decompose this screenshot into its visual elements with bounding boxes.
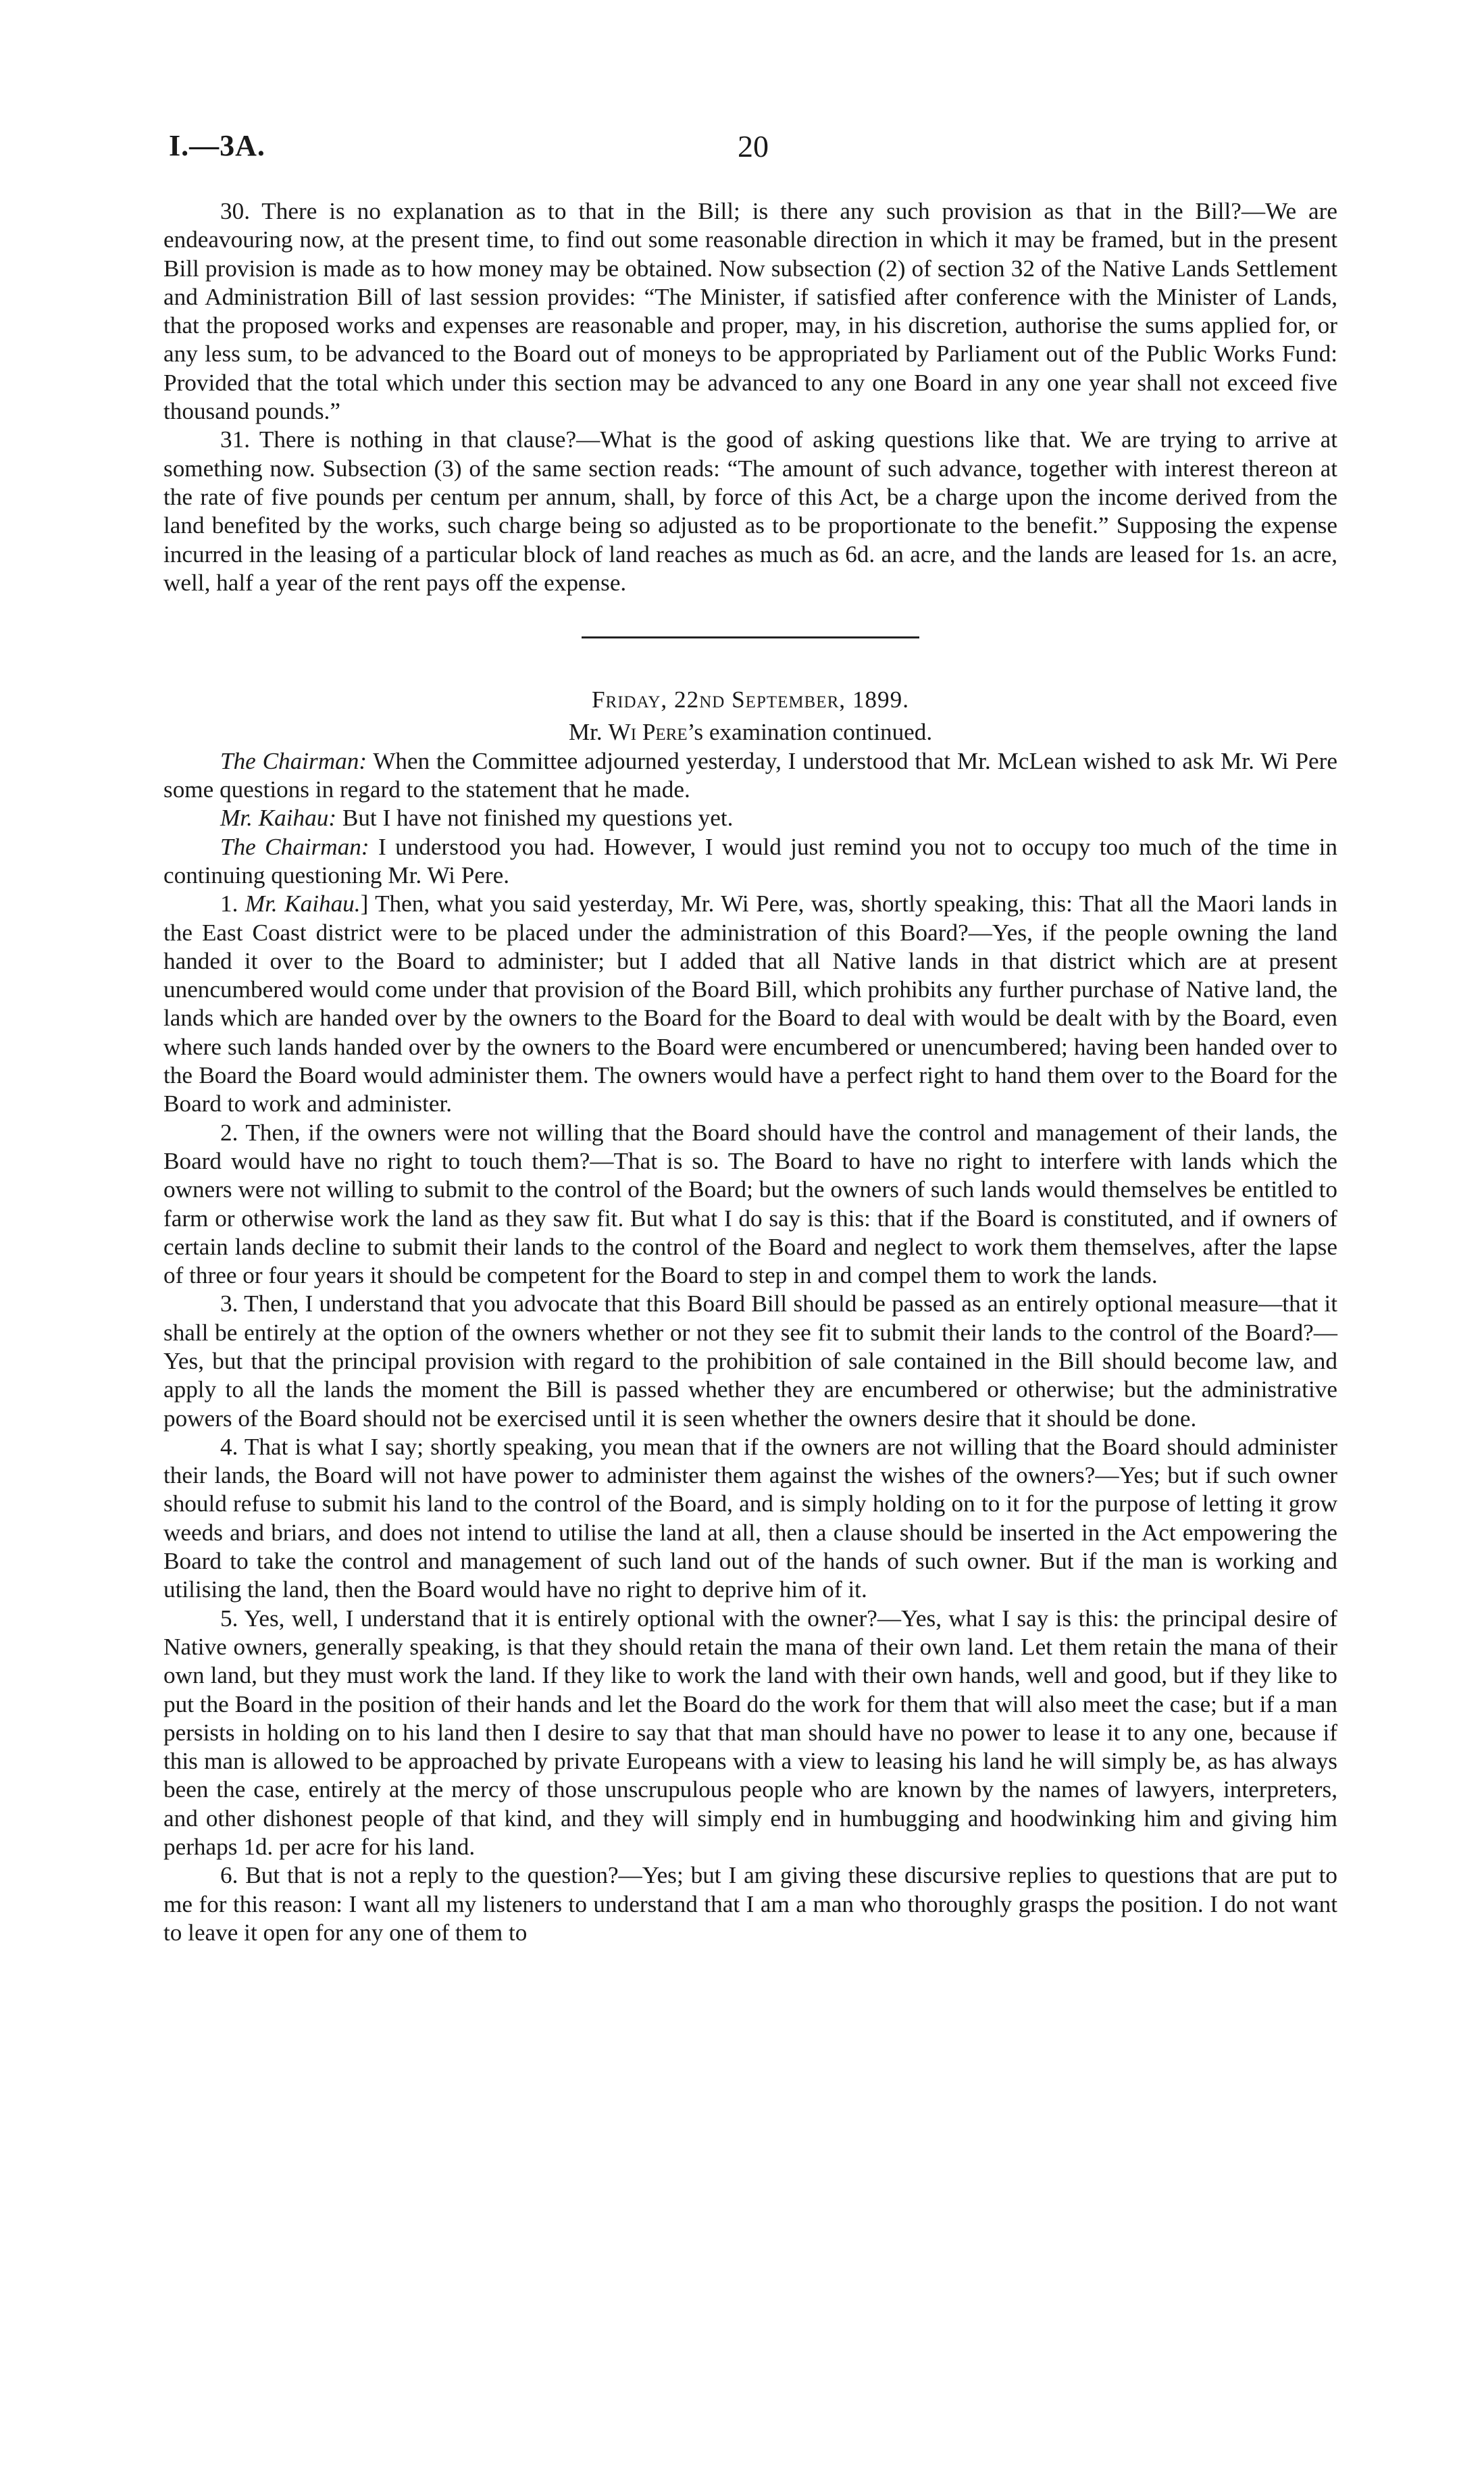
remark-text: When the Committee adjourned yesterday, I understood that Mr. McLean wished to ask Mr. Wi Pere some questions in regard to the statement that he made. (163, 747, 1337, 803)
remark-text: I understood you had. However, I would just remind you not to occupy too much of the time in continuing questioning Mr. Wi Pere. (163, 833, 1337, 888)
speaker-label: The Chairman: (220, 833, 369, 860)
paper-reference: I.—3A. (169, 129, 265, 162)
subheading-suffix: ’s examination continued. (687, 719, 933, 746)
paragraph-q30: 30. There is no explanation as to that in the Bill; is there any such provision as that in the Bill?—We are endeavouring now, at the present time, to find out some reasonable direction in which it may be framed, but in the present Bill provision is made as to how money may be obtained. Now subsection (2) of section 32 of the Native Lands Settlement and Administration Bill of last session provides: “The Minister, if satisfied after conference with the Minister of Lands, that the proposed works and expenses are reasonable and proper, may, in his discretion, authorise the sums applied for, or any less sum, to be advanced to the Board out of moneys to be appropriated by Parliament out of the Public Works Fund: Provided that the total which under this section may be advanced to any one Board in any one year shall not exceed five thousand pounds.” (163, 198, 1337, 425)
subheading-prefix: Mr. (568, 719, 603, 746)
question-3: 3. Then, I understand that you advocate that this Board Bill should be passed as an entirely optional measure—that it shall be entirely at the option of the owners whether or not they see fit to submit their lands to the control of the Board?—Yes, but that the principal provision with regard to the prohibition of sale contained in the Bill should become law, and apply to all the lands the moment the Bill is passed whether they are encumbered or otherwise; but the administrative powers of the Board should not be exercised until it is seen whether the owners desire that it should be done. (163, 1290, 1337, 1432)
question-text: ] Then, what you said yesterday, Mr. Wi Pere, was, shortly speaking, this: That all the Maori lands in the East Coast district were to be placed under the administration of this Board?—Yes, if the people owning the land handed it over to the Board to administer; but I added that all Native lands in that district which are at present unencumbered would come under that provision of the Board Bill, which prohibits any further purchase of Native land, the lands which are handed over by the owners to the Board for the Board to deal with would be dealt with by the Board, even where such lands handed over by the owners to the Board were encumbered or unencumbered; having been handed over to the Board the Board would administer them. The owners would have a perfect right to hand them over to the Board for the Board to work and administer. (163, 890, 1337, 1117)
question-6: 6. But that is not a reply to the question?—Yes; but I am giving these discursive replies to questions that are put to me for this reason: I want all my listeners to understand that I am a man who thoroughly grasps the position. I do not want to leave it open for any one of them to (163, 1862, 1337, 1946)
question-2: 2. Then, if the owners were not willing that the Board should have the control and management of their lands, the Board would have no right to touch them?—That is so. The Board to have no right to interfere with lands which the owners were not willing to submit to the control of the Board; but the owners of such lands would themselves be entitled to farm or otherwise work the land as they saw fit. But what I do say is this: that if the Board is constituted, and if owners of certain lands decline to submit their lands to the control of the Board and neglect to work them themselves, after the lapse of three or four years it should be competent for the Board to step in and compel them to work the lands. (163, 1119, 1337, 1289)
chairman-remark-2 (163, 833, 1337, 890)
session-date-heading: Friday, 22nd September, 1899. (591, 686, 910, 713)
question-number: 1. (220, 890, 238, 917)
section-divider (582, 636, 919, 638)
witness-name: Wi Pere (608, 719, 688, 746)
page-number: 20 (738, 129, 769, 163)
kaihau-remark-1 (163, 804, 1337, 832)
remark-text: But I have not finished my questions yet. (336, 805, 734, 832)
chairman-remark-1 (163, 747, 1337, 805)
speaker-label: Mr. Kaihau: (220, 805, 337, 832)
paragraph-q31: 31. There is nothing in that clause?—What is the good of asking questions like that. We are trying to arrive at something now. Subsection (3) of the same section reads: “The amount of such advance, together with interest thereon at the rate of five pounds per centum per annum, shall, by force of this Act, be a charge upon the income derived from the land benefited by the works, such charge being so adjusted as to be proportionate to the benefit.” Supposing the expense incurred in the leasing of a particular block of land reaches as much as 6d. an acre, and the lands are leased for 1s. an acre, well, half a year of the rent pays off the expense. (163, 426, 1337, 596)
question-1 (163, 890, 1337, 1118)
page-header (169, 128, 1337, 176)
examination-subheading (163, 718, 1337, 747)
document-body (163, 197, 1337, 1947)
speaker-label: Mr. Kaihau. (245, 890, 361, 917)
question-4: 4. That is what I say; shortly speaking, you mean that if the owners are not willing that the Board should administer their lands, the Board will not have power to administer them against the wishes of the owners?—Yes; but if such owner should refuse to submit his land to the control of the Board, and is simply holding on to it for the purpose of letting it grow weeds and briars, and does not intend to utilise the land at all, then a clause should be inserted in the Act empowering the Board to take the control and management of such land out of the hands of such owner. But if the man is working and utilising the land, then the Board would have no right to deprive him of it. (163, 1433, 1337, 1603)
question-5: 5. Yes, well, I understand that it is entirely optional with the owner?—Yes, what I say is this: the principal desire of Native owners, generally speaking, is that they should retain the mana of their own land. Let them retain the mana of their own land, but they must work the land. If they like to work the land with their own hands, well and good, but if they like to put the Board in the position of their hands and let the Board do the work for them that will also meet the case; but if a man persists in holding on to his land then I desire to say that that man should have no power to lease it to any one, because if this man is allowed to be approached by private Europeans with a view to leasing his land he will simply be, as has always been the case, entirely at the mercy of those unscrupulous people who are known by the names of lawyers, interpreters, and other dishonest people of that kind, and they will simply end in humbugging and hoodwinking him and giving him perhaps 1d. per acre for his land. (163, 1605, 1337, 1861)
speaker-label: The Chairman: (220, 747, 367, 774)
